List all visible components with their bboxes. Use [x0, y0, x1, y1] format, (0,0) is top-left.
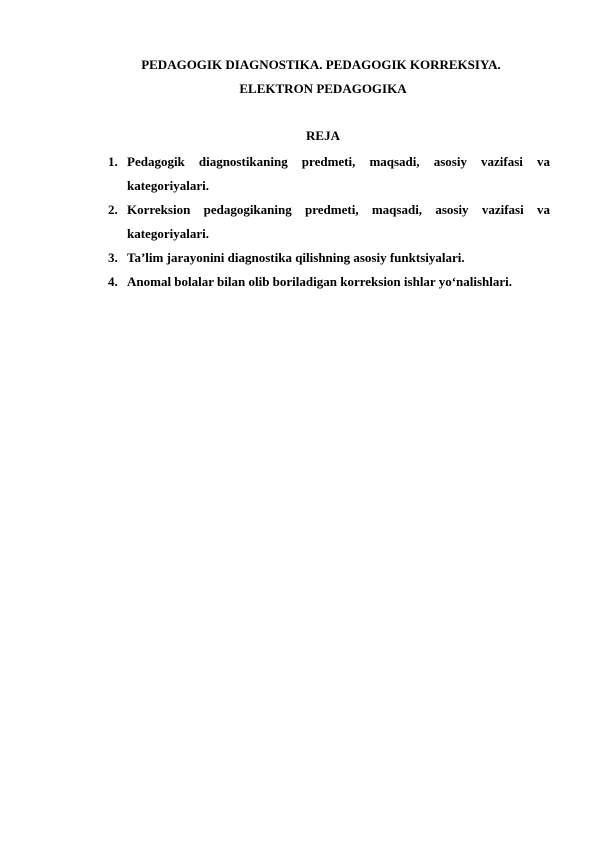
plan-item-number: 2.	[108, 202, 118, 217]
plan-item-1	[108, 150, 550, 198]
plan-item-number: 4.	[108, 274, 118, 289]
plan-item-text: Pedagogik diagnostikaning predmeti, maqsadi, asosiy vazifasi va kategoriyalari.	[127, 154, 550, 193]
plan-item-4	[108, 270, 550, 294]
plan-item-text: Ta’lim jarayonini diagnostika qilishning asosiy funktsiyalari.	[127, 250, 465, 265]
plan-item-number: 1.	[108, 154, 118, 169]
document-title-line-2: ELEKTRON PEDAGOGIKA	[239, 81, 407, 96]
plan-item-number: 3.	[108, 250, 118, 265]
document-title-line-1: PEDAGOGIK DIAGNOSTIKA. PEDAGOGIK KORREKSIYA.	[141, 57, 501, 72]
plan-item-text: Korreksion pedagogikaning predmeti, maqsadi, asosiy vazifasi va kategoriyalari.	[127, 202, 550, 241]
plan-item-3	[108, 246, 550, 270]
plan-item-text: Anomal bolalar bilan olib boriladigan korreksion ishlar yo‘nalishlari.	[127, 274, 513, 289]
plan-list	[108, 150, 550, 294]
plan-heading: REJA	[306, 128, 340, 143]
plan-item-2	[108, 198, 550, 246]
